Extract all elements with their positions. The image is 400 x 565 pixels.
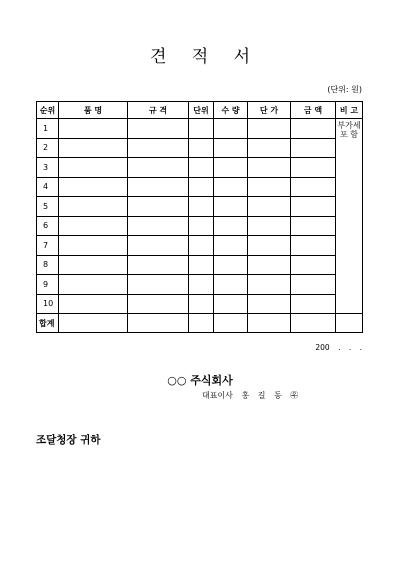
row-number: 6 xyxy=(37,216,59,236)
total-spec-cell xyxy=(128,314,189,333)
row-number: 1 xyxy=(37,119,59,139)
unit-cell xyxy=(189,119,214,139)
unit-price-cell xyxy=(248,236,291,256)
unit-price-cell xyxy=(248,255,291,275)
unit-cell xyxy=(189,275,214,295)
amount-cell xyxy=(291,138,336,158)
unit-cell xyxy=(189,177,214,197)
unit-price-cell xyxy=(248,138,291,158)
quantity-cell xyxy=(214,158,248,178)
unit-price-cell xyxy=(248,119,291,139)
amount-cell xyxy=(291,158,336,178)
amount-cell xyxy=(291,197,336,217)
recipient: 조달청장 귀하 xyxy=(36,434,101,446)
row-number: 8 xyxy=(37,255,59,275)
spec-cell xyxy=(128,216,189,236)
spec-cell xyxy=(128,197,189,217)
header-item-name: 품 명 xyxy=(59,102,128,119)
amount-cell xyxy=(291,177,336,197)
unit-price-cell xyxy=(248,275,291,295)
table-row xyxy=(37,197,363,217)
row-number: 2 xyxy=(37,138,59,158)
unit-cell xyxy=(189,138,214,158)
unit-cell xyxy=(189,294,214,314)
quantity-cell xyxy=(214,294,248,314)
unit-cell xyxy=(189,158,214,178)
header-unit: 단위 xyxy=(189,102,214,119)
note-vat-included: 부가세 포 함 xyxy=(336,119,363,314)
table-row xyxy=(37,138,363,158)
spec-cell xyxy=(128,294,189,314)
header-rank: 순위 xyxy=(37,102,59,119)
total-row xyxy=(37,314,363,333)
quantity-cell xyxy=(214,255,248,275)
spec-cell xyxy=(128,177,189,197)
company-name: ○○ 주식회사 xyxy=(167,374,233,387)
estimate-table xyxy=(36,101,363,333)
unit-price-cell xyxy=(248,158,291,178)
table-header-row xyxy=(37,102,363,119)
table-row xyxy=(37,236,363,256)
total-quantity-cell xyxy=(214,314,248,333)
date-line: 200 . . . xyxy=(315,343,362,352)
quantity-cell xyxy=(214,197,248,217)
unit-cell xyxy=(189,236,214,256)
item-name-cell xyxy=(59,216,128,236)
row-number: 7 xyxy=(37,236,59,256)
header-unit-price: 단 가 xyxy=(248,102,291,119)
amount-cell xyxy=(291,119,336,139)
spec-cell xyxy=(128,119,189,139)
document-title: 견 적 서 xyxy=(149,47,251,67)
quantity-cell xyxy=(214,216,248,236)
amount-cell xyxy=(291,294,336,314)
header-note: 비 고 xyxy=(336,102,363,119)
quantity-cell xyxy=(214,236,248,256)
unit-price-cell xyxy=(248,294,291,314)
item-name-cell xyxy=(59,236,128,256)
header-spec: 규 격 xyxy=(128,102,189,119)
spec-cell xyxy=(128,158,189,178)
table-row xyxy=(37,119,363,139)
total-label: 합계 xyxy=(37,314,59,333)
table-row xyxy=(37,216,363,236)
item-name-cell xyxy=(59,197,128,217)
unit-cell xyxy=(189,216,214,236)
row-number: 3 xyxy=(37,158,59,178)
item-name-cell xyxy=(59,158,128,178)
unit-cell xyxy=(189,255,214,275)
table-row xyxy=(37,158,363,178)
total-item-name-cell xyxy=(59,314,128,333)
spec-cell xyxy=(128,255,189,275)
item-name-cell xyxy=(59,255,128,275)
table-row xyxy=(37,177,363,197)
table-row xyxy=(37,294,363,314)
item-name-cell xyxy=(59,177,128,197)
header-quantity: 수 량 xyxy=(214,102,248,119)
amount-cell xyxy=(291,255,336,275)
spec-cell xyxy=(128,236,189,256)
total-amount-cell xyxy=(291,314,336,333)
item-name-cell xyxy=(59,119,128,139)
quantity-cell xyxy=(214,275,248,295)
unit-cell xyxy=(189,197,214,217)
header-amount: 금 액 xyxy=(291,102,336,119)
spec-cell xyxy=(128,138,189,158)
unit-price-cell xyxy=(248,197,291,217)
unit-price-cell xyxy=(248,177,291,197)
row-number: 10 xyxy=(37,294,59,314)
table-row xyxy=(37,275,363,295)
total-note-cell xyxy=(336,314,363,333)
quantity-cell xyxy=(214,138,248,158)
spec-cell xyxy=(128,275,189,295)
item-name-cell xyxy=(59,275,128,295)
ceo-signature: 대표이사 홍 길 동 ㉾ xyxy=(202,391,299,400)
item-name-cell xyxy=(59,138,128,158)
total-unit-cell xyxy=(189,314,214,333)
amount-cell xyxy=(291,275,336,295)
row-number: 5 xyxy=(37,197,59,217)
row-number: 4 xyxy=(37,177,59,197)
amount-cell xyxy=(291,216,336,236)
quantity-cell xyxy=(214,177,248,197)
table-row xyxy=(37,255,363,275)
unit-label: (단위: 원) xyxy=(327,85,362,94)
unit-price-cell xyxy=(248,216,291,236)
total-unit-price-cell xyxy=(248,314,291,333)
amount-cell xyxy=(291,236,336,256)
quantity-cell xyxy=(214,119,248,139)
row-number: 9 xyxy=(37,275,59,295)
item-name-cell xyxy=(59,294,128,314)
